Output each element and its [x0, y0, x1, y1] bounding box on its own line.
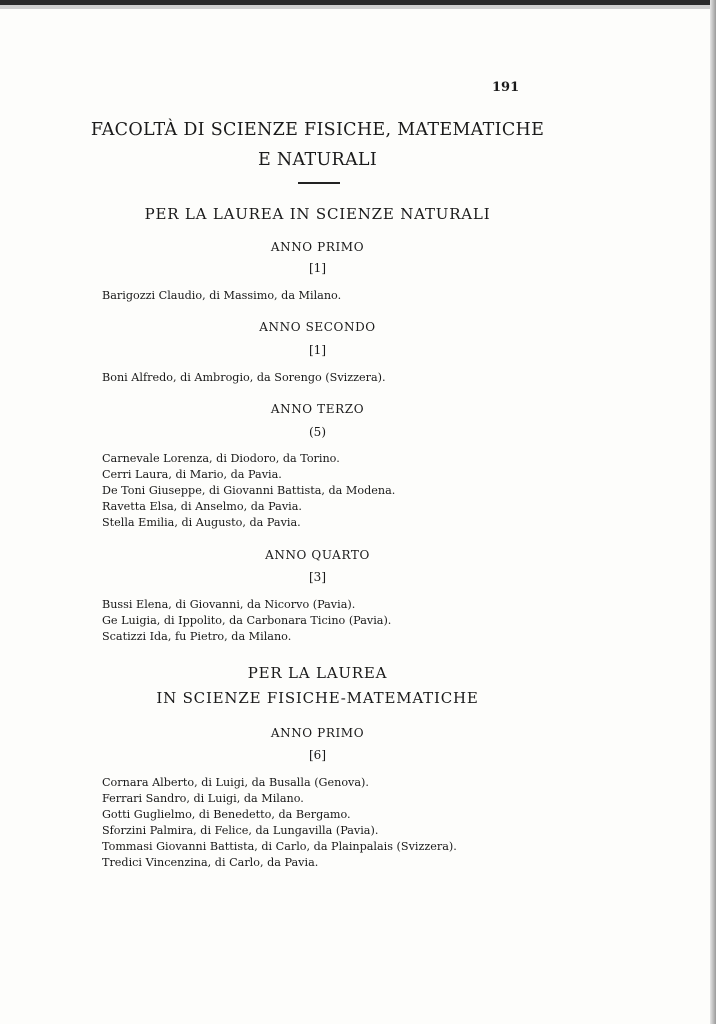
scan-right-edge — [710, 0, 716, 1024]
student-line: Stella Emilia, di Augusto, da Pavia. — [102, 516, 301, 529]
section1-year2-count: [1] — [309, 343, 326, 357]
student-line: Ge Luigia, di Ippolito, da Carbonara Ticino (Pavia). — [102, 614, 392, 627]
title-rule — [298, 182, 340, 184]
student-line: Ravetta Elsa, di Anselmo, da Pavia. — [102, 500, 302, 513]
section2-year1-count: [6] — [309, 748, 326, 762]
student-line: Carnevale Lorenza, di Diodoro, da Torino. — [102, 452, 340, 465]
section1-year3-count: (5) — [309, 425, 326, 439]
student-line: Barigozzi Claudio, di Massimo, da Milano. — [102, 289, 342, 302]
section1-year3-label: ANNO TERZO — [270, 402, 365, 416]
faculty-title-line1: FACOLTÀ DI SCIENZE FISICHE, MATEMATICHE — [90, 120, 545, 140]
student-line: Bussi Elena, di Giovanni, da Nicorvo (Pavia). — [102, 598, 356, 611]
student-line: Cornara Alberto, di Luigi, da Busalla (Genova). — [102, 776, 369, 789]
scan-top-edge-shadow — [0, 5, 716, 9]
page-number: 191 — [492, 80, 520, 95]
student-line: Cerri Laura, di Mario, da Pavia. — [102, 468, 282, 481]
student-line: Boni Alfredo, di Ambrogio, da Sorengo (Svizzera). — [102, 371, 386, 384]
section1-year1-label: ANNO PRIMO — [270, 240, 365, 254]
student-line: De Toni Giuseppe, di Giovanni Battista, da Modena. — [102, 484, 396, 497]
section1-year4-count: [3] — [309, 570, 326, 584]
section1-year1-count: [1] — [309, 261, 326, 275]
student-line: Ferrari Sandro, di Luigi, da Milano. — [102, 792, 304, 805]
section2-heading-line2: IN SCIENZE FISICHE-MATEMATICHE — [156, 689, 479, 707]
student-line: Scatizzi Ida, fu Pietro, da Milano. — [102, 630, 292, 643]
student-line: Tredici Vincenzina, di Carlo, da Pavia. — [102, 856, 319, 869]
section1-year2-label: ANNO SECONDO — [259, 320, 376, 334]
faculty-title-line2: E NATURALI — [257, 150, 378, 170]
section2-heading-line1: PER LA LAUREA — [247, 664, 388, 682]
section1-year4-label: ANNO QUARTO — [265, 548, 370, 562]
section1-heading: PER LA LAUREA IN SCIENZE NATURALI — [144, 205, 491, 223]
student-line: Gotti Guglielmo, di Benedetto, da Bergamo. — [102, 808, 351, 821]
student-line: Sforzini Palmira, di Felice, da Lungavilla (Pavia). — [102, 824, 379, 837]
student-line: Tommasi Giovanni Battista, di Carlo, da Plainpalais (Svizzera). — [102, 840, 457, 853]
section2-year1-label: ANNO PRIMO — [270, 726, 365, 740]
